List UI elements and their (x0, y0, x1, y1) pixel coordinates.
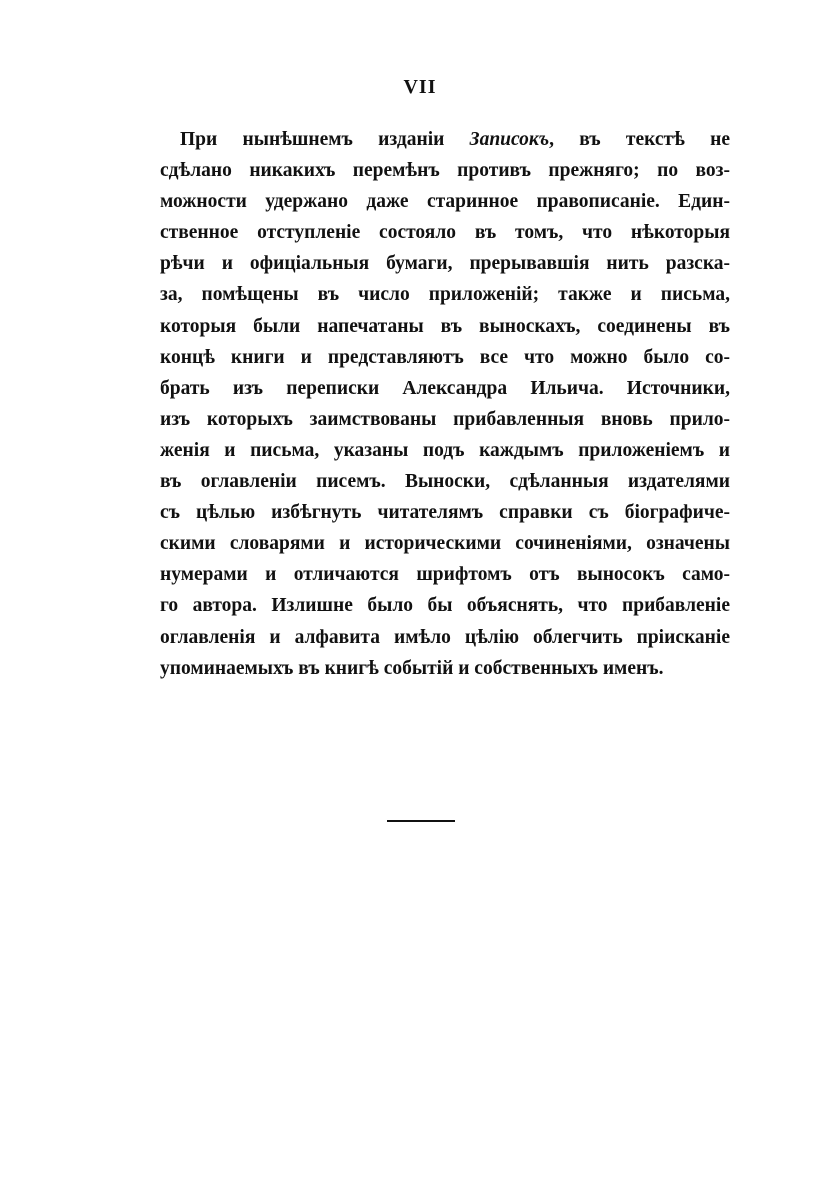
italic-title: Записокъ (469, 129, 550, 150)
text-segment: , въ текстѣ не (549, 129, 730, 150)
text-line: женія и письма, указаны подъ каждымъ приложеніемъ и (160, 439, 730, 461)
text-line: го автора. Излишне было бы объяснять, что прибавленіе (160, 595, 730, 617)
text-segment: При нынѣшнемъ изданіи (180, 129, 470, 150)
text-line: оглавленія и алфавита имѣло цѣлію облегчить пріисканіе (160, 626, 730, 648)
text-line: ственное отступленіе состояло въ томъ, что нѣкоторыя (160, 222, 730, 244)
text-line: можности удержано даже старинное правописаніе. Един- (160, 191, 730, 213)
text-line: въ оглавленіи писемъ. Выноски, сдѣланныя издателями (160, 471, 730, 493)
text-line: рѣчи и офиціальныя бумаги, прерывавшія нить разска- (160, 253, 730, 275)
text-line: концѣ книги и представляютъ все что можно было со- (160, 346, 730, 368)
text-line: за, помѣщены въ число приложеній; также и письма, (160, 284, 730, 306)
text-line: скими словарями и историческими сочиненіями, означены (160, 533, 730, 555)
text-line: изъ которыхъ заимствованы прибавленныя вновь прило- (160, 408, 730, 430)
text-line: которыя были напечатаны въ выноскахъ, соединены въ (160, 315, 730, 337)
text-line: съ цѣлью избѣгнуть читателямъ справки съ біографиче- (160, 502, 730, 524)
body-paragraph (160, 124, 730, 684)
text-line: нумерами и отличаются шрифтомъ отъ выносокъ само- (160, 564, 730, 586)
text-line: сдѣлано никакихъ перемѣнъ противъ прежняго; по воз- (160, 160, 730, 182)
section-divider (387, 820, 455, 822)
page-number: VII (403, 76, 437, 98)
text-line: брать изъ переписки Александра Ильича. Источники, (160, 377, 730, 399)
text-line (160, 124, 730, 155)
text-line: упоминаемыхъ въ книгѣ событій и собственныхъ именъ. (160, 657, 664, 679)
